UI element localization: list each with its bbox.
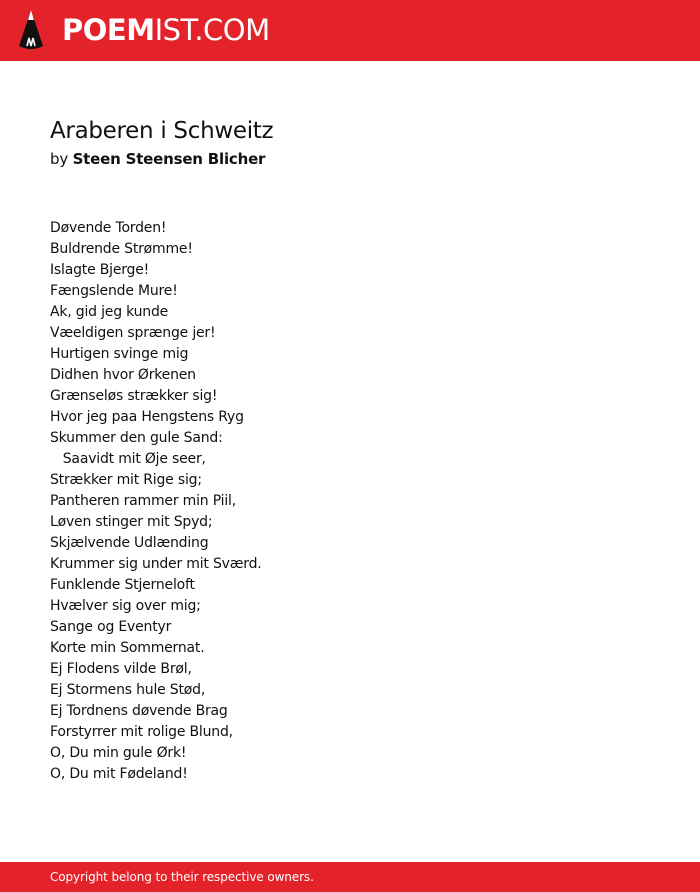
poem-line: Krummer sig under mit Sværd. [50,556,262,572]
poem-line: Hvor jeg paa Hengstens Ryg [50,409,244,425]
copyright-notice: Copyright belong to their respective owners. [50,870,314,884]
poem-body [50,218,262,785]
poem-line: Skjælvende Udlænding [50,535,209,551]
site-logo-text[interactable] [62,13,270,47]
poem-line: Ej Flodens vilde Brøl, [50,661,192,677]
poem-line: Døvende Torden! [50,220,167,236]
poem-line: Hurtigen svinge mig [50,346,189,362]
poem-line: Hvælver sig over mig; [50,598,201,614]
poem-line: Ak, gid jeg kunde [50,304,169,320]
poem-line: Ej Tordnens døvende Brag [50,703,228,719]
site-header [0,0,700,61]
poem-line: Saavidt mit Øje seer, [50,451,206,467]
poem-line: Ej Stormens hule Stød, [50,682,206,698]
poem-line: Strækker mit Rige sig; [50,472,202,488]
author-name: Steen Steensen Blicher [72,150,266,168]
poem-title: Araberen i Schweitz [50,118,274,144]
poem-line: Væeldigen sprænge jer! [50,325,216,341]
poem-line: Didhen hvor Ørkenen [50,367,196,383]
poem-line: Skummer den gule Sand: [50,430,223,446]
poem-line: Buldrende Strømme! [50,241,193,257]
poem-line: Pantheren rammer min Piil, [50,493,236,509]
poem-line: Sange og Eventyr [50,619,172,635]
poem-line: Forstyrrer mit rolige Blund, [50,724,233,740]
poem-line: Korte min Sommernat. [50,640,205,656]
brand-bold: POEM [62,13,155,47]
poem-line: O, Du min gule Ørk! [50,745,187,761]
pen-nib-icon[interactable] [16,8,46,52]
byline-prefix: by [50,150,68,168]
brand-light: IST.COM [154,13,270,47]
poem-line: Grænseløs strækker sig! [50,388,218,404]
poem-line: O, Du mit Fødeland! [50,766,188,782]
poem-line: Løven stinger mit Spyd; [50,514,213,530]
site-footer [0,862,700,892]
poem-line: Islagte Bjerge! [50,262,150,278]
byline [50,149,265,169]
poem-line: Fængslende Mure! [50,283,178,299]
poem-line: Funklende Stjerneloft [50,577,195,593]
